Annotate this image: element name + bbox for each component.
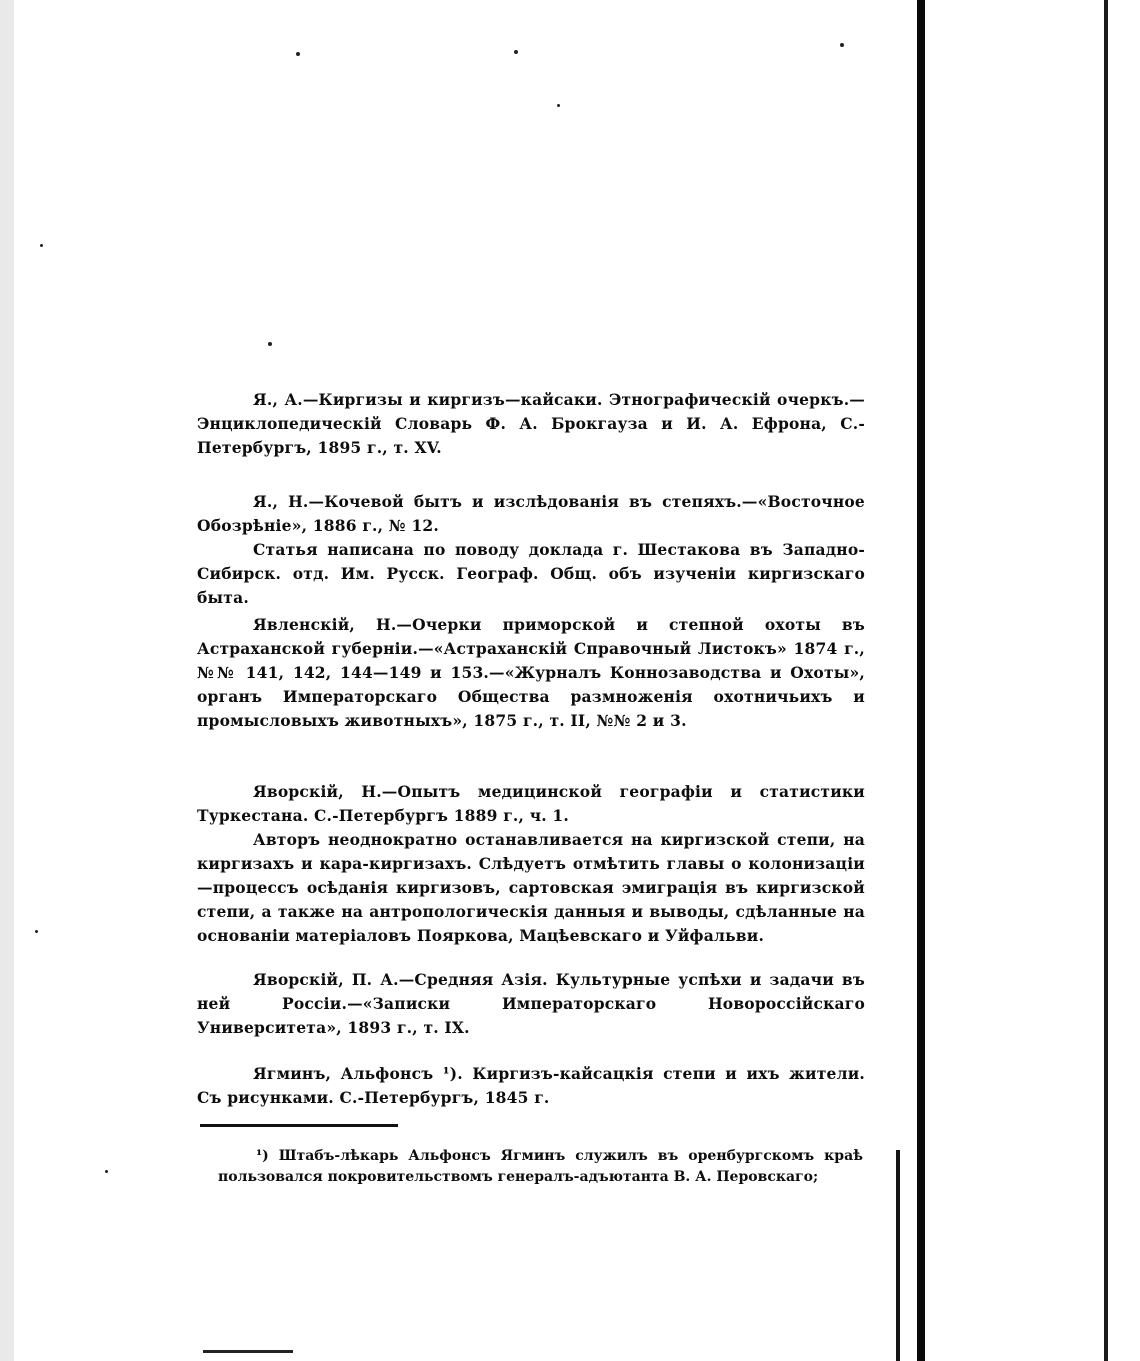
- scan-speck: [40, 244, 43, 247]
- scan-speck: [268, 342, 272, 346]
- scan-speck: [35, 930, 38, 933]
- entry-note: Статья написана по поводу доклада г. Шестакова въ Западно-Сибирск. отд. Им. Русск. Географ. Общ. объ изученіи киргизскаго быта.: [197, 540, 865, 607]
- bibliography-entry: [197, 490, 865, 610]
- scan-left-margin-shade: [0, 0, 14, 1361]
- entry-text: Я., А.—Киргизы и киргизъ—кайсаки. Этнографическій очеркъ.—Энциклопедическій Словарь Ф. А. Брокгауза и И. А. Ефрона, С.-Петербургъ, 1895 г., т. XV.: [197, 390, 865, 457]
- binding-rule-line: [917, 0, 925, 1361]
- entry-text: Яворскій, Н.—Опытъ медицинской географіи и статистики Туркестана. С.-Петербургъ 1889 г., ч. 1.: [197, 782, 865, 825]
- bibliography-entry: [197, 613, 865, 733]
- entry-text: Ягминъ, Альфонсъ ¹). Киргизъ-кайсацкія степи и ихъ жители. Съ рисунками. С.-Петербургъ, 1845 г.: [197, 1064, 865, 1107]
- binding-rule-line-lower: [896, 1150, 900, 1361]
- scan-speck: [105, 1170, 108, 1173]
- scan-speck: [557, 104, 560, 107]
- entry-text: Явленскій, Н.—Очерки приморской и степной охоты въ Астраханской губерніи.—«Астраханскій Справочный Листокъ» 1874 г., №№ 141, 142, 144—149 и 153.—«Журналъ Коннозаводства и Охоты», органъ Императорскаго Общества размноженія охотничьихъ и промысловыхъ животныхъ», 1875 г., т. II, №№ 2 и 3.: [197, 615, 865, 730]
- bibliography-entry: [197, 388, 865, 460]
- entry-text: Я., Н.—Кочевой бытъ и изслѣдованія въ степяхъ.—«Восточное Обозрѣніе», 1886 г., № 12.: [197, 492, 865, 535]
- entry-note: Авторъ неоднократно останавливается на киргизской степи, на киргизахъ и кара-киргизахъ. Слѣдуетъ отмѣтить главы о колонизаціи—процессъ осѣданія киргизовъ, сартовская эмиграція въ киргизской степи, а также на антропологическія данныя и выводы, сдѣланные на основаніи матеріаловъ Пояркова, Мацѣевскаго и Уйфальви.: [197, 830, 865, 945]
- entry-text: Яворскій, П. А.—Средняя Азія. Культурные успѣхи и задачи въ ней Россіи.—«Записки Императорскаго Новороссійскаго Университета», 1893 г., т. IX.: [197, 970, 865, 1037]
- scan-speck: [514, 50, 518, 54]
- scan-speck: [840, 43, 844, 47]
- bottom-edge-mark: [203, 1350, 293, 1353]
- footnote-separator: [200, 1124, 398, 1127]
- footnote-text: ¹) Штабъ-лѣкарь Альфонсъ Ягминъ служилъ въ оренбургскомъ краѣ пользовался покровительствомъ генералъ-адъютанта В. А. Перовскаго;: [218, 1148, 863, 1185]
- footnote: [218, 1146, 863, 1188]
- bibliography-entry: [197, 968, 865, 1040]
- page-edge-line: [1104, 0, 1108, 1361]
- bibliography-entry: [197, 1062, 865, 1110]
- bibliography-entry: [197, 780, 865, 948]
- scan-speck: [296, 52, 300, 56]
